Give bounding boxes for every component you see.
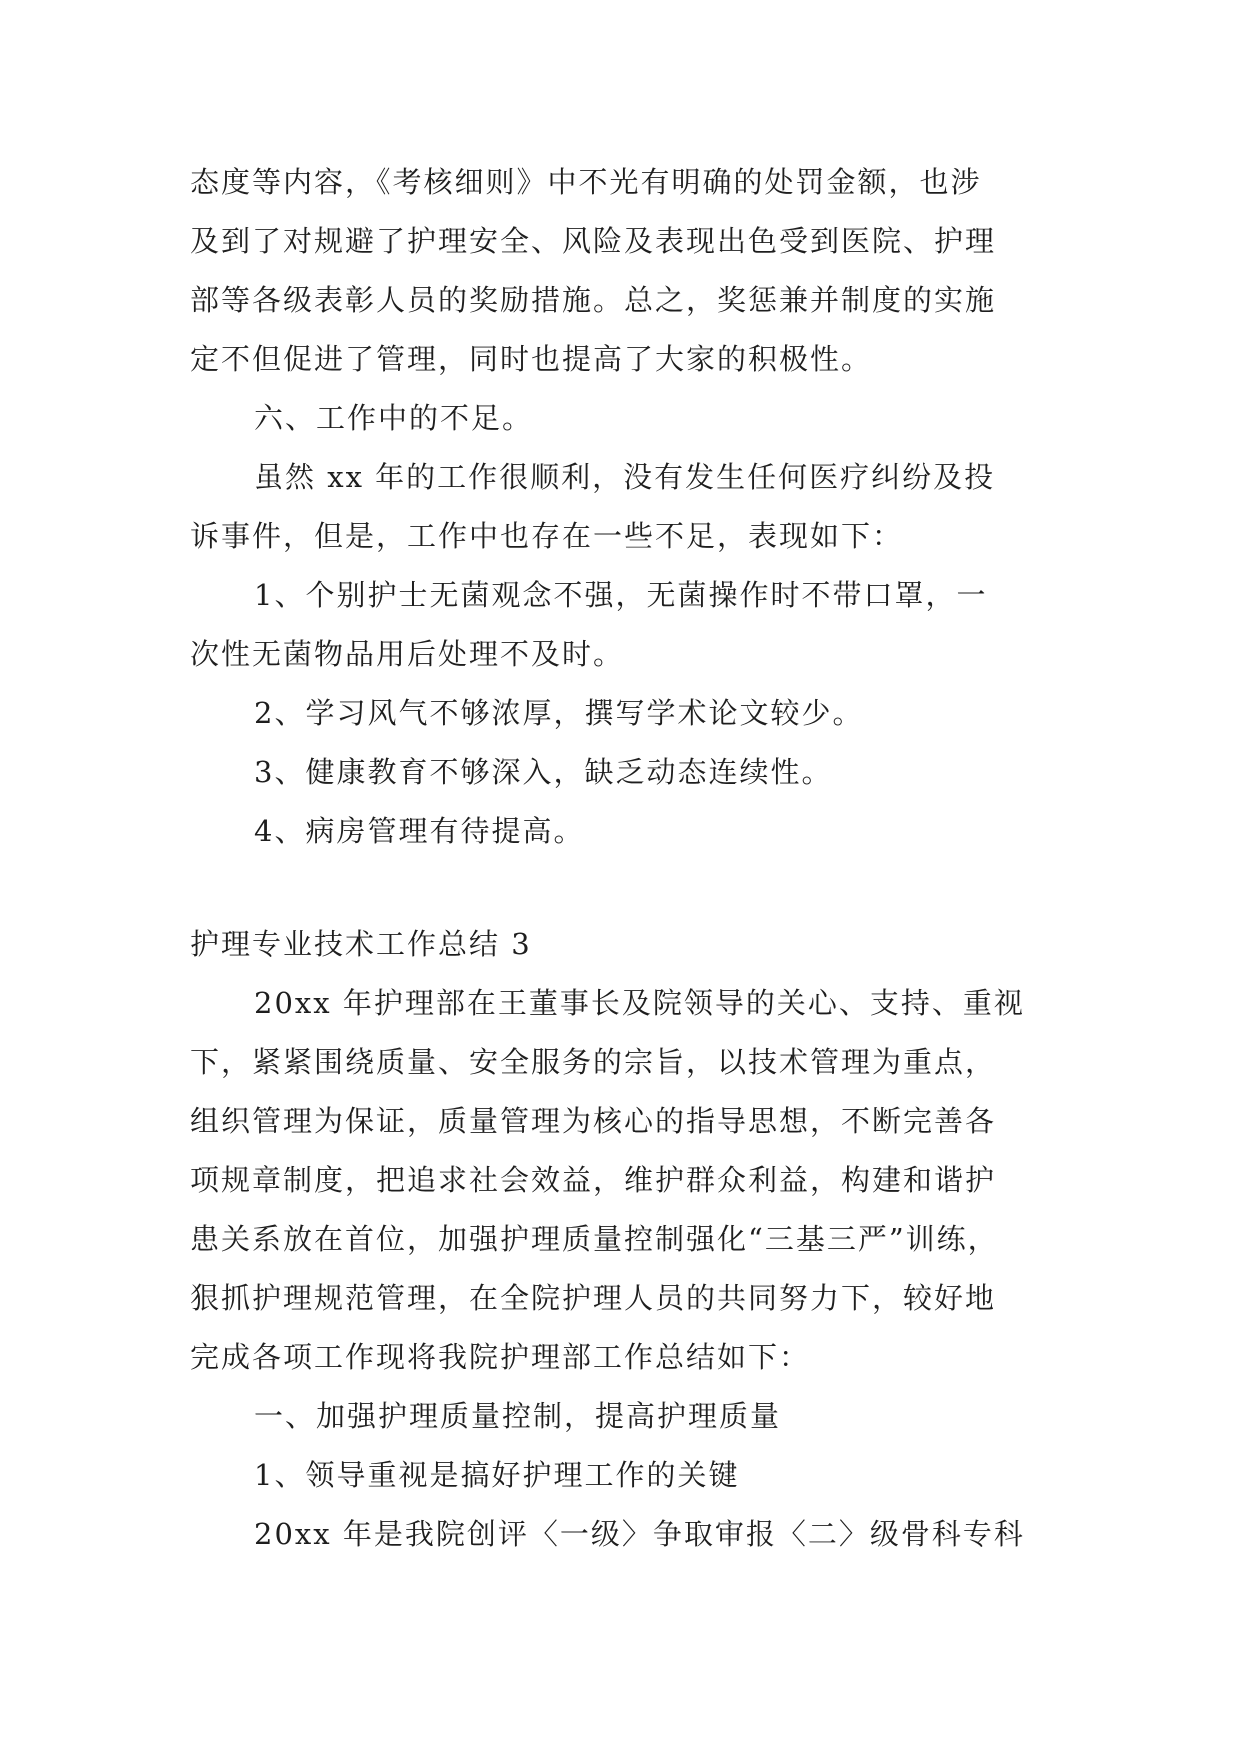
text-line: 虽然 xx 年的工作很顺利，没有发生任何医疗纠纷及投 — [254, 460, 996, 494]
document-title: 护理专业技术工作总结 3 — [190, 927, 532, 961]
text-line: 20xx 年是我院创评〈一级〉争取审报〈二〉级骨科专科 — [254, 1517, 1025, 1551]
text-line: 态度等内容，《考核细则》中不光有明确的处罚金额，也涉 — [190, 165, 982, 199]
list-item: 4、病房管理有待提高。 — [254, 814, 585, 848]
text-line: 20xx 年护理部在王董事长及院领导的关心、支持、重视 — [254, 986, 1025, 1020]
text-line: 诉事件，但是，工作中也存在一些不足，表现如下： — [190, 519, 904, 553]
list-item: 1、个别护士无菌观念不强，无菌操作时不带口罩，一 — [254, 578, 988, 612]
text-line: 项规章制度，把追求社会效益，维护群众利益，构建和谐护 — [190, 1163, 997, 1197]
text-line: 狠抓护理规范管理，在全院护理人员的共同努力下，较好地 — [190, 1281, 997, 1315]
text-line: 次性无菌物品用后处理不及时。 — [190, 637, 625, 671]
text-line: 下，紧紧围绕质量、安全服务的宗旨，以技术管理为重点， — [190, 1045, 997, 1079]
text-line: 定不但促进了管理，同时也提高了大家的积极性。 — [190, 342, 873, 376]
text-line: 部等各级表彰人员的奖励措施。总之，奖惩兼并制度的实施 — [190, 283, 997, 317]
list-item: 3、健康教育不够深入，缺乏动态连续性。 — [254, 755, 833, 789]
section-heading: 一、加强护理质量控制，提高护理质量 — [254, 1399, 782, 1433]
text-line: 患关系放在首位，加强护理质量控制强化“三基三严”训练， — [190, 1222, 999, 1256]
text-line: 组织管理为保证，质量管理为核心的指导思想，不断完善各 — [190, 1104, 997, 1138]
section-heading: 六、工作中的不足。 — [254, 401, 534, 435]
subsection-heading: 1、领导重视是搞好护理工作的关键 — [254, 1458, 740, 1492]
text-line: 完成各项工作现将我院护理部工作总结如下： — [190, 1340, 811, 1374]
text-line: 及到了对规避了护理安全、风险及表现出色受到医院、护理 — [190, 224, 997, 258]
list-item: 2、学习风气不够浓厚，撰写学术论文较少。 — [254, 696, 864, 730]
